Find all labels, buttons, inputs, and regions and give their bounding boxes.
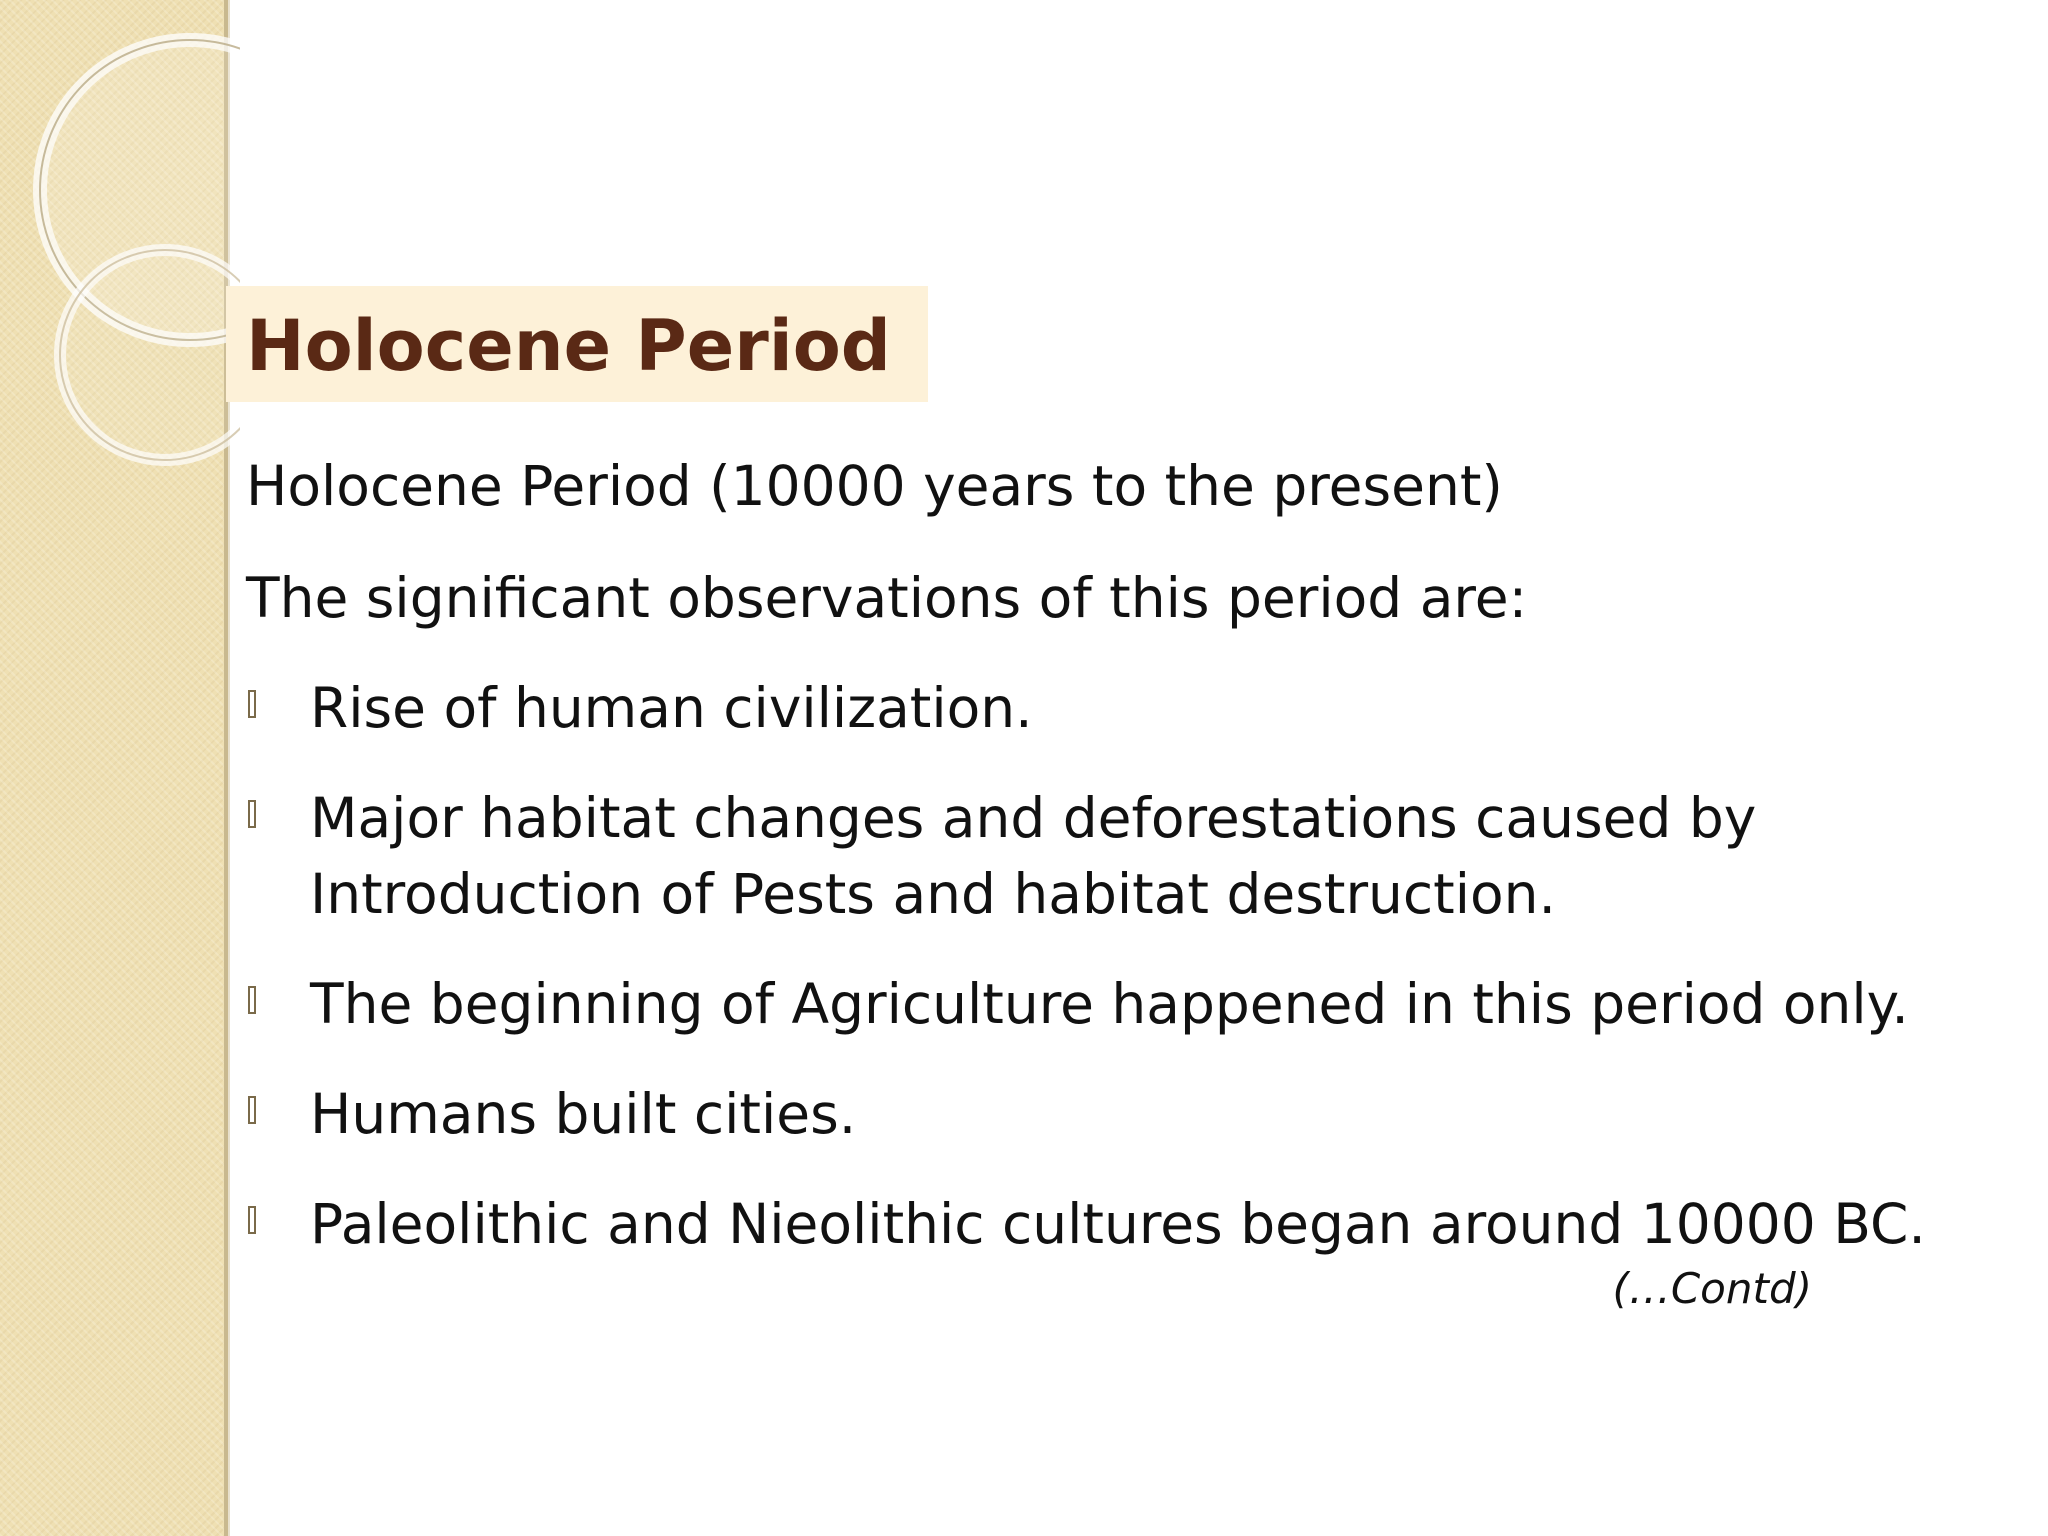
square-bullet-icon <box>248 800 256 828</box>
list-item-text: Rise of human civilization. <box>310 676 1033 740</box>
slide-title: Holocene Period <box>246 305 891 387</box>
square-bullet-icon <box>248 986 256 1014</box>
lead-text: The significant observations of this period are: <box>246 566 1528 630</box>
list-item-text: Paleolithic and Nieolithic cultures began around 10000 BC. <box>310 1192 1926 1256</box>
decorative-rings <box>0 0 240 520</box>
decorative-ring-small <box>60 250 240 460</box>
list-item-text-continued: Introduction of Pests and habitat destruction. <box>310 862 1556 926</box>
square-bullet-icon <box>248 690 256 718</box>
list-item-text: The beginning of Agriculture happened in this period only. <box>310 972 1909 1036</box>
list-item <box>246 670 1866 746</box>
slide-body <box>246 448 1926 1262</box>
list-item <box>246 1186 1926 1262</box>
list-item <box>246 966 1909 1042</box>
list-item <box>246 1076 1866 1152</box>
list-item <box>246 780 1866 932</box>
continued-note: (…Contd) <box>1612 1264 1812 1313</box>
observation-list <box>246 670 1926 1262</box>
intro-text: Holocene Period (10000 years to the present) <box>246 454 1503 518</box>
square-bullet-icon <box>248 1096 256 1124</box>
list-item-text: Major habitat changes and deforestations caused by <box>310 786 1757 850</box>
square-bullet-icon <box>248 1206 256 1234</box>
list-item-text: Humans built cities. <box>310 1082 857 1146</box>
